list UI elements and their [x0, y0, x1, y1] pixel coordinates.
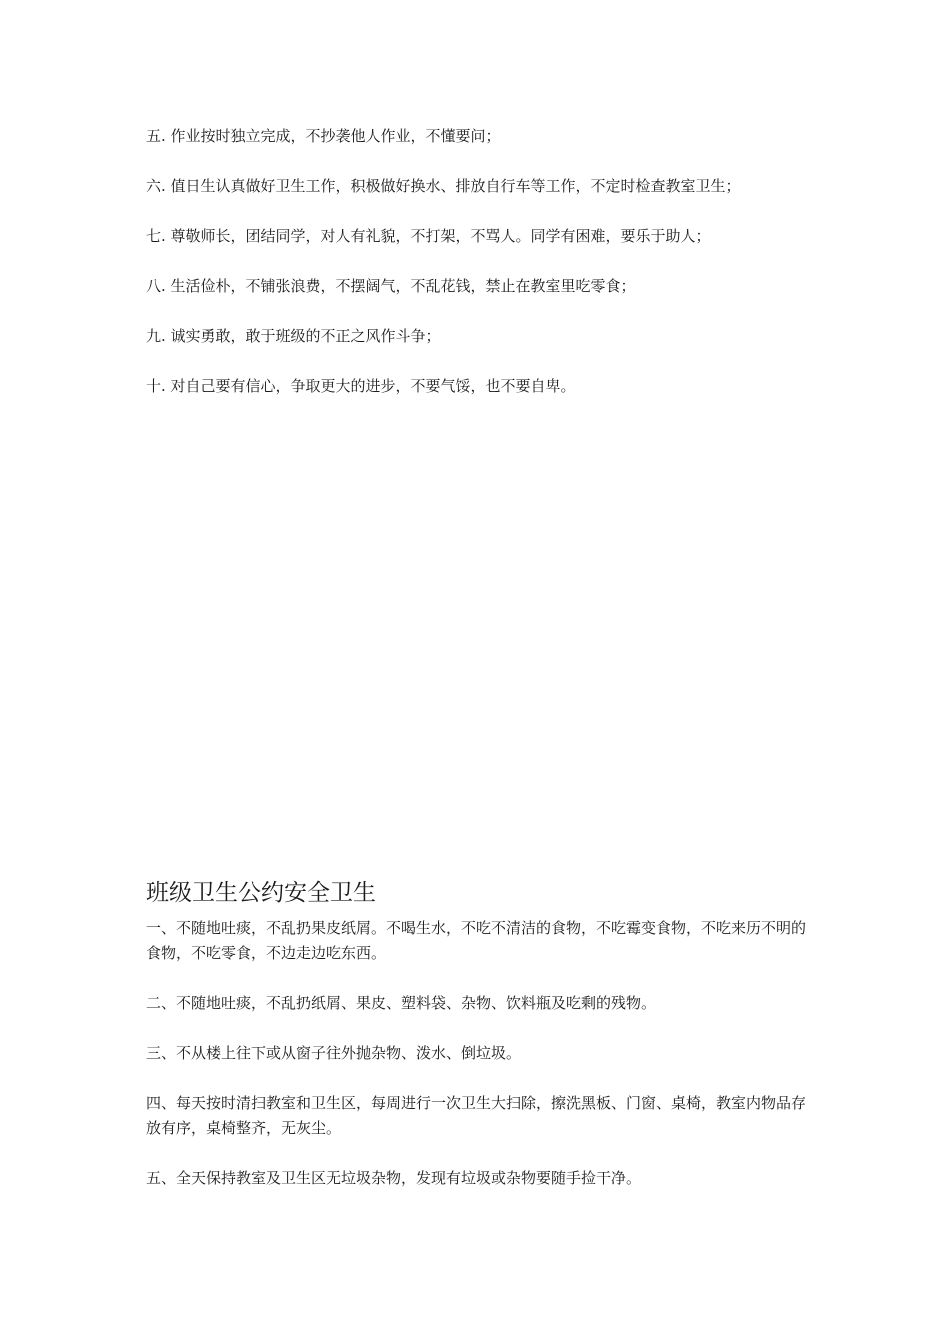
- rule-item-6: 六. 值日生认真做好卫生工作，积极做好换水、排放自行车等工作，不定时检查教室卫生；: [146, 177, 741, 195]
- rule-item-8: 八. 生活俭朴，不铺张浪费，不摆阔气，不乱花钱，禁止在教室里吃零食；: [146, 277, 636, 295]
- hygiene-item-3: 三、不从楼上往下或从窗子往外抛杂物、泼水、倒垃圾。: [146, 1044, 522, 1062]
- rule-item-10: 十. 对自己要有信心，争取更大的进步，不要气馁，也不要自卑。: [146, 377, 576, 395]
- section-title: 班级卫生公约安全卫生: [146, 880, 376, 906]
- hygiene-item-4: 四、每天按时清扫教室和卫生区，每周进行一次卫生大扫除，擦洗黑板、门窗、桌椅，教室内物品存放有序，桌椅整齐，无灰尘。: [146, 1094, 807, 1137]
- hygiene-section: [146, 876, 814, 1216]
- hygiene-item-2: 二、不随地吐痰，不乱扔纸屑、果皮、塑料袋、杂物、饮料瓶及吃剩的残物。: [146, 994, 657, 1012]
- rule-item-5: 五. 作业按时独立完成，不抄袭他人作业，不懂要问；: [146, 127, 501, 145]
- hygiene-item-1: 一、不随地吐痰，不乱扔果皮纸屑。不喝生水，不吃不清洁的食物，不吃霉变食物，不吃来历不明的食物，不吃零食，不边走边吃东西。: [146, 919, 807, 962]
- rule-item-9: 九. 诚实勇敢，敢于班级的不正之风作斗争；: [146, 327, 441, 345]
- rule-item-7: 七. 尊敬师长，团结同学，对人有礼貌，不打架，不骂人。同学有困难，要乐于助人；: [146, 227, 711, 245]
- hygiene-item-5: 五、全天保持教室及卫生区无垃圾杂物，发现有垃圾或杂物要随手捡干净。: [146, 1169, 642, 1187]
- conduct-rules-list: [146, 122, 826, 422]
